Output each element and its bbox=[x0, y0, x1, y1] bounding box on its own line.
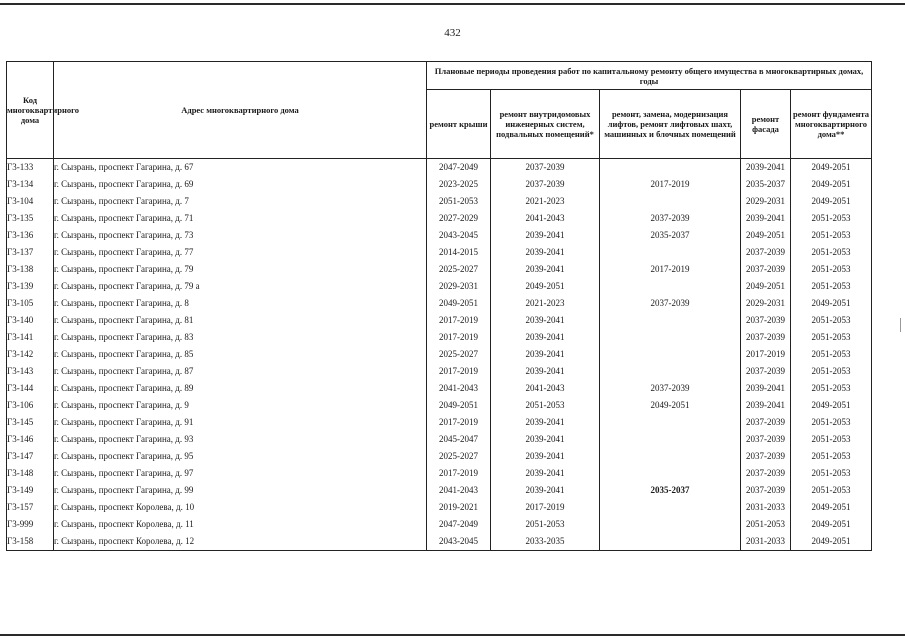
cell-facade: 2051-2053 bbox=[741, 516, 791, 533]
cell-roof: 2019-2021 bbox=[427, 499, 491, 516]
cell-address: г. Сызрань, проспект Гагарина, д. 79 bbox=[54, 261, 427, 278]
cell-code: Г3-140 bbox=[7, 312, 54, 329]
cell-roof: 2017-2019 bbox=[427, 329, 491, 346]
table-row bbox=[7, 159, 872, 177]
cell-roof: 2051-2053 bbox=[427, 193, 491, 210]
cell-roof: 2041-2043 bbox=[427, 482, 491, 499]
cell-roof: 2043-2045 bbox=[427, 533, 491, 551]
cell-elevators bbox=[600, 414, 741, 431]
cell-facade: 2039-2041 bbox=[741, 210, 791, 227]
cell-facade: 2037-2039 bbox=[741, 244, 791, 261]
cell-systems: 2041-2043 bbox=[491, 380, 600, 397]
table-row bbox=[7, 499, 872, 516]
cell-address: г. Сызрань, проспект Гагарина, д. 8 bbox=[54, 295, 427, 312]
cell-elevators: 2017-2019 bbox=[600, 261, 741, 278]
cell-elevators: 2017-2019 bbox=[600, 176, 741, 193]
cell-systems: 2037-2039 bbox=[491, 159, 600, 177]
cell-facade: 2049-2051 bbox=[741, 278, 791, 295]
cell-elevators: 2037-2039 bbox=[600, 210, 741, 227]
cell-facade: 2039-2041 bbox=[741, 397, 791, 414]
cell-systems: 2039-2041 bbox=[491, 244, 600, 261]
page-number: 432 bbox=[444, 27, 461, 39]
cell-code: Г3-135 bbox=[7, 210, 54, 227]
cell-systems: 2039-2041 bbox=[491, 312, 600, 329]
cell-roof: 2043-2045 bbox=[427, 227, 491, 244]
cell-code: Г3-137 bbox=[7, 244, 54, 261]
cell-code: Г3-136 bbox=[7, 227, 54, 244]
cell-roof: 2045-2047 bbox=[427, 431, 491, 448]
table-row bbox=[7, 210, 872, 227]
cell-foundation: 2051-2053 bbox=[791, 261, 872, 278]
cell-systems: 2033-2035 bbox=[491, 533, 600, 551]
cell-elevators bbox=[600, 499, 741, 516]
cell-systems: 2039-2041 bbox=[491, 414, 600, 431]
table-row bbox=[7, 176, 872, 193]
cell-code: Г3-133 bbox=[7, 159, 54, 177]
cell-foundation: 2051-2053 bbox=[791, 244, 872, 261]
table-row bbox=[7, 431, 872, 448]
cell-roof: 2025-2027 bbox=[427, 261, 491, 278]
cell-code: Г3-142 bbox=[7, 346, 54, 363]
cell-code: Г3-157 bbox=[7, 499, 54, 516]
cell-address: г. Сызрань, проспект Гагарина, д. 93 bbox=[54, 431, 427, 448]
cell-address: г. Сызрань, проспект Гагарина, д. 69 bbox=[54, 176, 427, 193]
scan-margin-mark bbox=[900, 318, 901, 332]
cell-address: г. Сызрань, проспект Гагарина, д. 9 bbox=[54, 397, 427, 414]
cell-systems: 2039-2041 bbox=[491, 363, 600, 380]
cell-foundation: 2051-2053 bbox=[791, 414, 872, 431]
cell-code: Г3-105 bbox=[7, 295, 54, 312]
cell-elevators: 2049-2051 bbox=[600, 397, 741, 414]
table-row bbox=[7, 465, 872, 482]
cell-systems: 2017-2019 bbox=[491, 499, 600, 516]
cell-facade: 2029-2031 bbox=[741, 295, 791, 312]
cell-roof: 2017-2019 bbox=[427, 465, 491, 482]
cell-facade: 2037-2039 bbox=[741, 329, 791, 346]
cell-foundation: 2051-2053 bbox=[791, 448, 872, 465]
cell-foundation: 2049-2051 bbox=[791, 159, 872, 177]
cell-roof: 2027-2029 bbox=[427, 210, 491, 227]
table-row bbox=[7, 363, 872, 380]
scan-border-bottom bbox=[0, 634, 905, 636]
cell-foundation: 2051-2053 bbox=[791, 210, 872, 227]
cell-address: г. Сызрань, проспект Гагарина, д. 83 bbox=[54, 329, 427, 346]
cell-roof: 2014-2015 bbox=[427, 244, 491, 261]
cell-address: г. Сызрань, проспект Королева, д. 12 bbox=[54, 533, 427, 551]
cell-address: г. Сызрань, проспект Гагарина, д. 89 bbox=[54, 380, 427, 397]
cell-systems: 2051-2053 bbox=[491, 516, 600, 533]
cell-roof: 2017-2019 bbox=[427, 414, 491, 431]
cell-foundation: 2049-2051 bbox=[791, 516, 872, 533]
cell-code: Г3-149 bbox=[7, 482, 54, 499]
table-row bbox=[7, 261, 872, 278]
cell-elevators: 2035-2037 bbox=[600, 227, 741, 244]
cell-facade: 2031-2033 bbox=[741, 499, 791, 516]
cell-roof: 2047-2049 bbox=[427, 516, 491, 533]
cell-code: Г3-146 bbox=[7, 431, 54, 448]
cell-roof: 2029-2031 bbox=[427, 278, 491, 295]
cell-address: г. Сызрань, проспект Гагарина, д. 71 bbox=[54, 210, 427, 227]
header-internal-systems: ремонт внутридомовых инженерных систем, подвальных помещений* bbox=[491, 90, 600, 159]
cell-address: г. Сызрань, проспект Гагарина, д. 81 bbox=[54, 312, 427, 329]
cell-facade: 2037-2039 bbox=[741, 363, 791, 380]
cell-roof: 2025-2027 bbox=[427, 448, 491, 465]
cell-foundation: 2049-2051 bbox=[791, 193, 872, 210]
cell-foundation: 2049-2051 bbox=[791, 176, 872, 193]
cell-foundation: 2049-2051 bbox=[791, 499, 872, 516]
table-row bbox=[7, 533, 872, 551]
cell-address: г. Сызрань, проспект Гагарина, д. 99 bbox=[54, 482, 427, 499]
cell-address: г. Сызрань, проспект Гагарина, д. 77 bbox=[54, 244, 427, 261]
cell-foundation: 2051-2053 bbox=[791, 227, 872, 244]
capital-repair-table bbox=[6, 61, 872, 551]
table-row bbox=[7, 329, 872, 346]
cell-systems: 2051-2053 bbox=[491, 397, 600, 414]
scan-border-top bbox=[0, 3, 905, 5]
cell-roof: 2017-2019 bbox=[427, 363, 491, 380]
table-row bbox=[7, 482, 872, 499]
table-body bbox=[7, 159, 872, 551]
cell-elevators bbox=[600, 516, 741, 533]
table-row bbox=[7, 312, 872, 329]
cell-systems: 2037-2039 bbox=[491, 176, 600, 193]
table-row bbox=[7, 414, 872, 431]
cell-code: Г3-158 bbox=[7, 533, 54, 551]
cell-systems: 2021-2023 bbox=[491, 295, 600, 312]
cell-code: Г3-143 bbox=[7, 363, 54, 380]
cell-elevators bbox=[600, 346, 741, 363]
cell-address: г. Сызрань, проспект Гагарина, д. 85 bbox=[54, 346, 427, 363]
cell-address: г. Сызрань, проспект Гагарина, д. 7 bbox=[54, 193, 427, 210]
cell-roof: 2017-2019 bbox=[427, 312, 491, 329]
cell-foundation: 2051-2053 bbox=[791, 431, 872, 448]
cell-foundation: 2049-2051 bbox=[791, 397, 872, 414]
cell-facade: 2049-2051 bbox=[741, 227, 791, 244]
table-row bbox=[7, 448, 872, 465]
table-row bbox=[7, 397, 872, 414]
cell-foundation: 2051-2053 bbox=[791, 465, 872, 482]
cell-elevators bbox=[600, 329, 741, 346]
cell-foundation: 2049-2051 bbox=[791, 295, 872, 312]
header-roof: ремонт крыши bbox=[427, 90, 491, 159]
table-row bbox=[7, 516, 872, 533]
cell-roof: 2049-2051 bbox=[427, 295, 491, 312]
header-periods-group: Плановые периоды проведения работ по капитальному ремонту общего имущества в многоквартирных домах, годы bbox=[427, 62, 872, 90]
table-row bbox=[7, 346, 872, 363]
cell-address: г. Сызрань, проспект Гагарина, д. 73 bbox=[54, 227, 427, 244]
cell-address: г. Сызрань, проспект Королева, д. 10 bbox=[54, 499, 427, 516]
cell-facade: 2031-2033 bbox=[741, 533, 791, 551]
cell-elevators: 2035-2037 bbox=[600, 482, 741, 499]
cell-roof: 2047-2049 bbox=[427, 159, 491, 177]
cell-address: г. Сызрань, проспект Гагарина, д. 91 bbox=[54, 414, 427, 431]
cell-elevators bbox=[600, 533, 741, 551]
header-address: Адрес многоквартирного дома bbox=[54, 62, 427, 159]
cell-roof: 2023-2025 bbox=[427, 176, 491, 193]
table-row bbox=[7, 244, 872, 261]
cell-facade: 2039-2041 bbox=[741, 380, 791, 397]
cell-elevators bbox=[600, 193, 741, 210]
table-row bbox=[7, 193, 872, 210]
header-facade: ремонт фасада bbox=[741, 90, 791, 159]
cell-code: Г3-106 bbox=[7, 397, 54, 414]
cell-facade: 2037-2039 bbox=[741, 448, 791, 465]
cell-elevators bbox=[600, 312, 741, 329]
cell-address: г. Сызрань, проспект Гагарина, д. 87 bbox=[54, 363, 427, 380]
cell-code: Г3-104 bbox=[7, 193, 54, 210]
cell-foundation: 2049-2051 bbox=[791, 533, 872, 551]
cell-code: Г3-147 bbox=[7, 448, 54, 465]
cell-systems: 2039-2041 bbox=[491, 482, 600, 499]
cell-facade: 2037-2039 bbox=[741, 431, 791, 448]
cell-code: Г3-145 bbox=[7, 414, 54, 431]
cell-foundation: 2051-2053 bbox=[791, 346, 872, 363]
cell-systems: 2039-2041 bbox=[491, 261, 600, 278]
cell-facade: 2037-2039 bbox=[741, 261, 791, 278]
cell-foundation: 2051-2053 bbox=[791, 312, 872, 329]
cell-foundation: 2051-2053 bbox=[791, 482, 872, 499]
cell-elevators bbox=[600, 431, 741, 448]
cell-systems: 2049-2051 bbox=[491, 278, 600, 295]
cell-code: Г3-139 bbox=[7, 278, 54, 295]
cell-code: Г3-999 bbox=[7, 516, 54, 533]
cell-facade: 2037-2039 bbox=[741, 465, 791, 482]
cell-foundation: 2051-2053 bbox=[791, 363, 872, 380]
cell-systems: 2039-2041 bbox=[491, 465, 600, 482]
cell-systems: 2039-2041 bbox=[491, 346, 600, 363]
cell-systems: 2039-2041 bbox=[491, 448, 600, 465]
cell-systems: 2039-2041 bbox=[491, 431, 600, 448]
header-elevators: ремонт, замена, модернизация лифтов, ремонт лифтовых шахт, машинных и блочных помещений bbox=[600, 90, 741, 159]
cell-roof: 2025-2027 bbox=[427, 346, 491, 363]
cell-elevators bbox=[600, 159, 741, 177]
cell-systems: 2039-2041 bbox=[491, 227, 600, 244]
cell-facade: 2037-2039 bbox=[741, 482, 791, 499]
table-row bbox=[7, 227, 872, 244]
cell-address: г. Сызрань, проспект Гагарина, д. 79 а bbox=[54, 278, 427, 295]
cell-facade: 2029-2031 bbox=[741, 193, 791, 210]
cell-elevators bbox=[600, 363, 741, 380]
cell-roof: 2049-2051 bbox=[427, 397, 491, 414]
cell-foundation: 2051-2053 bbox=[791, 278, 872, 295]
header-foundation: ремонт фундамента многоквартирного дома** bbox=[791, 90, 872, 159]
cell-code: Г3-138 bbox=[7, 261, 54, 278]
cell-elevators bbox=[600, 448, 741, 465]
cell-elevators bbox=[600, 278, 741, 295]
cell-facade: 2037-2039 bbox=[741, 312, 791, 329]
cell-systems: 2021-2023 bbox=[491, 193, 600, 210]
cell-facade: 2039-2041 bbox=[741, 159, 791, 177]
cell-address: г. Сызрань, проспект Гагарина, д. 67 bbox=[54, 159, 427, 177]
cell-code: Г3-141 bbox=[7, 329, 54, 346]
cell-systems: 2041-2043 bbox=[491, 210, 600, 227]
cell-elevators: 2037-2039 bbox=[600, 295, 741, 312]
cell-code: Г3-144 bbox=[7, 380, 54, 397]
cell-elevators: 2037-2039 bbox=[600, 380, 741, 397]
cell-elevators bbox=[600, 465, 741, 482]
cell-elevators bbox=[600, 244, 741, 261]
cell-roof: 2041-2043 bbox=[427, 380, 491, 397]
cell-facade: 2035-2037 bbox=[741, 176, 791, 193]
cell-foundation: 2051-2053 bbox=[791, 329, 872, 346]
cell-systems: 2039-2041 bbox=[491, 329, 600, 346]
table-row bbox=[7, 295, 872, 312]
cell-address: г. Сызрань, проспект Гагарина, д. 95 bbox=[54, 448, 427, 465]
cell-address: г. Сызрань, проспект Гагарина, д. 97 bbox=[54, 465, 427, 482]
table-row bbox=[7, 278, 872, 295]
cell-foundation: 2051-2053 bbox=[791, 380, 872, 397]
cell-facade: 2017-2019 bbox=[741, 346, 791, 363]
cell-facade: 2037-2039 bbox=[741, 414, 791, 431]
header-code: Код многоквартирного дома bbox=[7, 62, 54, 159]
cell-code: Г3-148 bbox=[7, 465, 54, 482]
cell-address: г. Сызрань, проспект Королева, д. 11 bbox=[54, 516, 427, 533]
cell-code: Г3-134 bbox=[7, 176, 54, 193]
table-row bbox=[7, 380, 872, 397]
